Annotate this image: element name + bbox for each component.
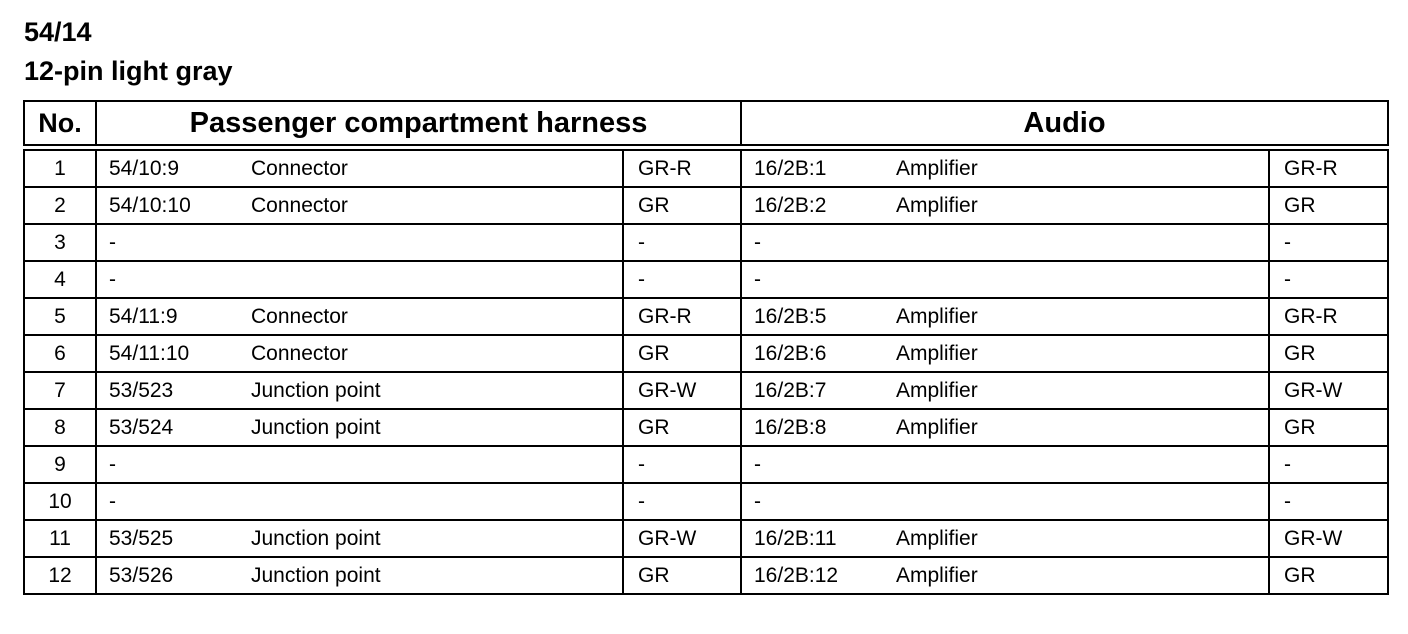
pin-number-cell: 5: [24, 298, 96, 335]
harness-wire-color-cell: GR-R: [623, 298, 741, 335]
table-row: [24, 148, 1388, 188]
harness-ref: -: [109, 452, 116, 476]
harness-ref: 53/524: [109, 415, 174, 439]
audio-ref: -: [754, 267, 761, 291]
table-row: [24, 187, 1388, 224]
harness-ref: -: [109, 230, 116, 254]
audio-description: Amplifier: [896, 341, 978, 365]
audio-ref-cell: [741, 187, 1269, 224]
harness-ref-cell: [96, 372, 623, 409]
table-row: [24, 557, 1388, 594]
harness-wire-color-cell: GR: [623, 409, 741, 446]
audio-ref: 16/2B:2: [754, 193, 827, 217]
audio-ref-cell: [741, 261, 1269, 298]
harness-ref: -: [109, 267, 116, 291]
harness-ref: 54/11:10: [109, 341, 190, 365]
pin-number-cell: 7: [24, 372, 96, 409]
connector-id-title: 54/14: [24, 17, 92, 47]
audio-ref: 16/2B:5: [754, 304, 827, 328]
harness-ref-cell: [96, 335, 623, 372]
harness-description: Junction point: [251, 526, 381, 550]
harness-wire-color-cell: GR: [623, 187, 741, 224]
audio-ref-cell: [741, 298, 1269, 335]
audio-description: Amplifier: [896, 378, 978, 402]
audio-description: Amplifier: [896, 415, 978, 439]
harness-wire-color-cell: GR: [623, 335, 741, 372]
audio-wire-color-cell: GR-W: [1269, 372, 1388, 409]
harness-description: Connector: [251, 304, 348, 328]
audio-wire-color-cell: GR-W: [1269, 520, 1388, 557]
harness-wire-color-cell: GR-W: [623, 372, 741, 409]
harness-ref-cell: [96, 224, 623, 261]
harness-wire-color-cell: -: [623, 224, 741, 261]
header-no: No.: [24, 101, 96, 148]
harness-wire-color-cell: -: [623, 446, 741, 483]
audio-ref-cell: [741, 557, 1269, 594]
audio-ref: -: [754, 489, 761, 513]
harness-ref-cell: [96, 483, 623, 520]
harness-ref-cell: [96, 446, 623, 483]
header-audio: Audio: [741, 101, 1388, 148]
harness-ref-cell: [96, 187, 623, 224]
harness-ref: 53/523: [109, 378, 174, 402]
audio-wire-color-cell: -: [1269, 483, 1388, 520]
pin-number-cell: 11: [24, 520, 96, 557]
audio-ref-cell: [741, 409, 1269, 446]
pin-number-cell: 2: [24, 187, 96, 224]
audio-ref: 16/2B:11: [754, 526, 837, 550]
harness-wire-color-cell: -: [623, 261, 741, 298]
harness-ref-cell: [96, 261, 623, 298]
table-row: [24, 446, 1388, 483]
harness-ref: 54/10:10: [109, 193, 191, 217]
pin-number-cell: 1: [24, 148, 96, 188]
audio-ref-cell: [741, 446, 1269, 483]
header-row: [24, 101, 1388, 148]
audio-ref: 16/2B:1: [754, 156, 827, 180]
harness-description: Junction point: [251, 378, 381, 402]
harness-ref-cell: [96, 298, 623, 335]
harness-wire-color-cell: -: [623, 483, 741, 520]
harness-ref: 54/11:9: [109, 304, 178, 328]
table-row: [24, 483, 1388, 520]
audio-ref-cell: [741, 224, 1269, 261]
audio-wire-color-cell: GR-R: [1269, 298, 1388, 335]
audio-ref-cell: [741, 335, 1269, 372]
audio-description: Amplifier: [896, 193, 978, 217]
table-body: [24, 148, 1388, 595]
audio-wire-color-cell: -: [1269, 261, 1388, 298]
audio-ref: 16/2B:12: [754, 563, 839, 587]
audio-ref-cell: [741, 483, 1269, 520]
audio-description: Amplifier: [896, 526, 978, 550]
table-row: [24, 261, 1388, 298]
harness-description: Junction point: [251, 563, 381, 587]
audio-ref: 16/2B:7: [754, 378, 827, 402]
harness-ref: 53/526: [109, 563, 174, 587]
audio-description: Amplifier: [896, 304, 978, 328]
pin-number-cell: 10: [24, 483, 96, 520]
audio-ref-cell: [741, 148, 1269, 188]
harness-description: Junction point: [251, 415, 381, 439]
harness-ref-cell: [96, 409, 623, 446]
audio-description: Amplifier: [896, 563, 978, 587]
audio-description: Amplifier: [896, 156, 978, 180]
audio-wire-color-cell: GR-R: [1269, 148, 1388, 188]
audio-ref: 16/2B:6: [754, 341, 827, 365]
pin-number-cell: 4: [24, 261, 96, 298]
audio-ref-cell: [741, 520, 1269, 557]
audio-wire-color-cell: GR: [1269, 335, 1388, 372]
harness-ref-cell: [96, 148, 623, 188]
harness-wire-color-cell: GR: [623, 557, 741, 594]
audio-ref: -: [754, 452, 761, 476]
harness-description: Connector: [251, 156, 348, 180]
connector-description-title: 12-pin light gray: [24, 56, 233, 86]
audio-wire-color-cell: -: [1269, 446, 1388, 483]
harness-ref: 53/525: [109, 526, 174, 550]
pin-number-cell: 9: [24, 446, 96, 483]
harness-description: Connector: [251, 193, 348, 217]
pin-number-cell: 3: [24, 224, 96, 261]
header-passenger-compartment-harness: Passenger compartment harness: [96, 101, 741, 148]
table-row: [24, 372, 1388, 409]
harness-ref: 54/10:9: [109, 156, 180, 180]
audio-wire-color-cell: GR: [1269, 557, 1388, 594]
harness-ref-cell: [96, 520, 623, 557]
table-row: [24, 335, 1388, 372]
harness-wire-color-cell: GR-W: [623, 520, 741, 557]
audio-wire-color-cell: -: [1269, 224, 1388, 261]
audio-ref-cell: [741, 372, 1269, 409]
audio-ref: 16/2B:8: [754, 415, 827, 439]
table-row: [24, 224, 1388, 261]
table-row: [24, 520, 1388, 557]
pin-number-cell: 6: [24, 335, 96, 372]
harness-ref-cell: [96, 557, 623, 594]
harness-description: Connector: [251, 341, 348, 365]
harness-ref: -: [109, 489, 116, 513]
audio-wire-color-cell: GR: [1269, 187, 1388, 224]
pin-number-cell: 8: [24, 409, 96, 446]
table-row: [24, 298, 1388, 335]
table-row: [24, 409, 1388, 446]
pin-assignment-table: [23, 100, 1389, 595]
audio-wire-color-cell: GR: [1269, 409, 1388, 446]
audio-ref: -: [754, 230, 761, 254]
pin-number-cell: 12: [24, 557, 96, 594]
harness-wire-color-cell: GR-R: [623, 148, 741, 188]
